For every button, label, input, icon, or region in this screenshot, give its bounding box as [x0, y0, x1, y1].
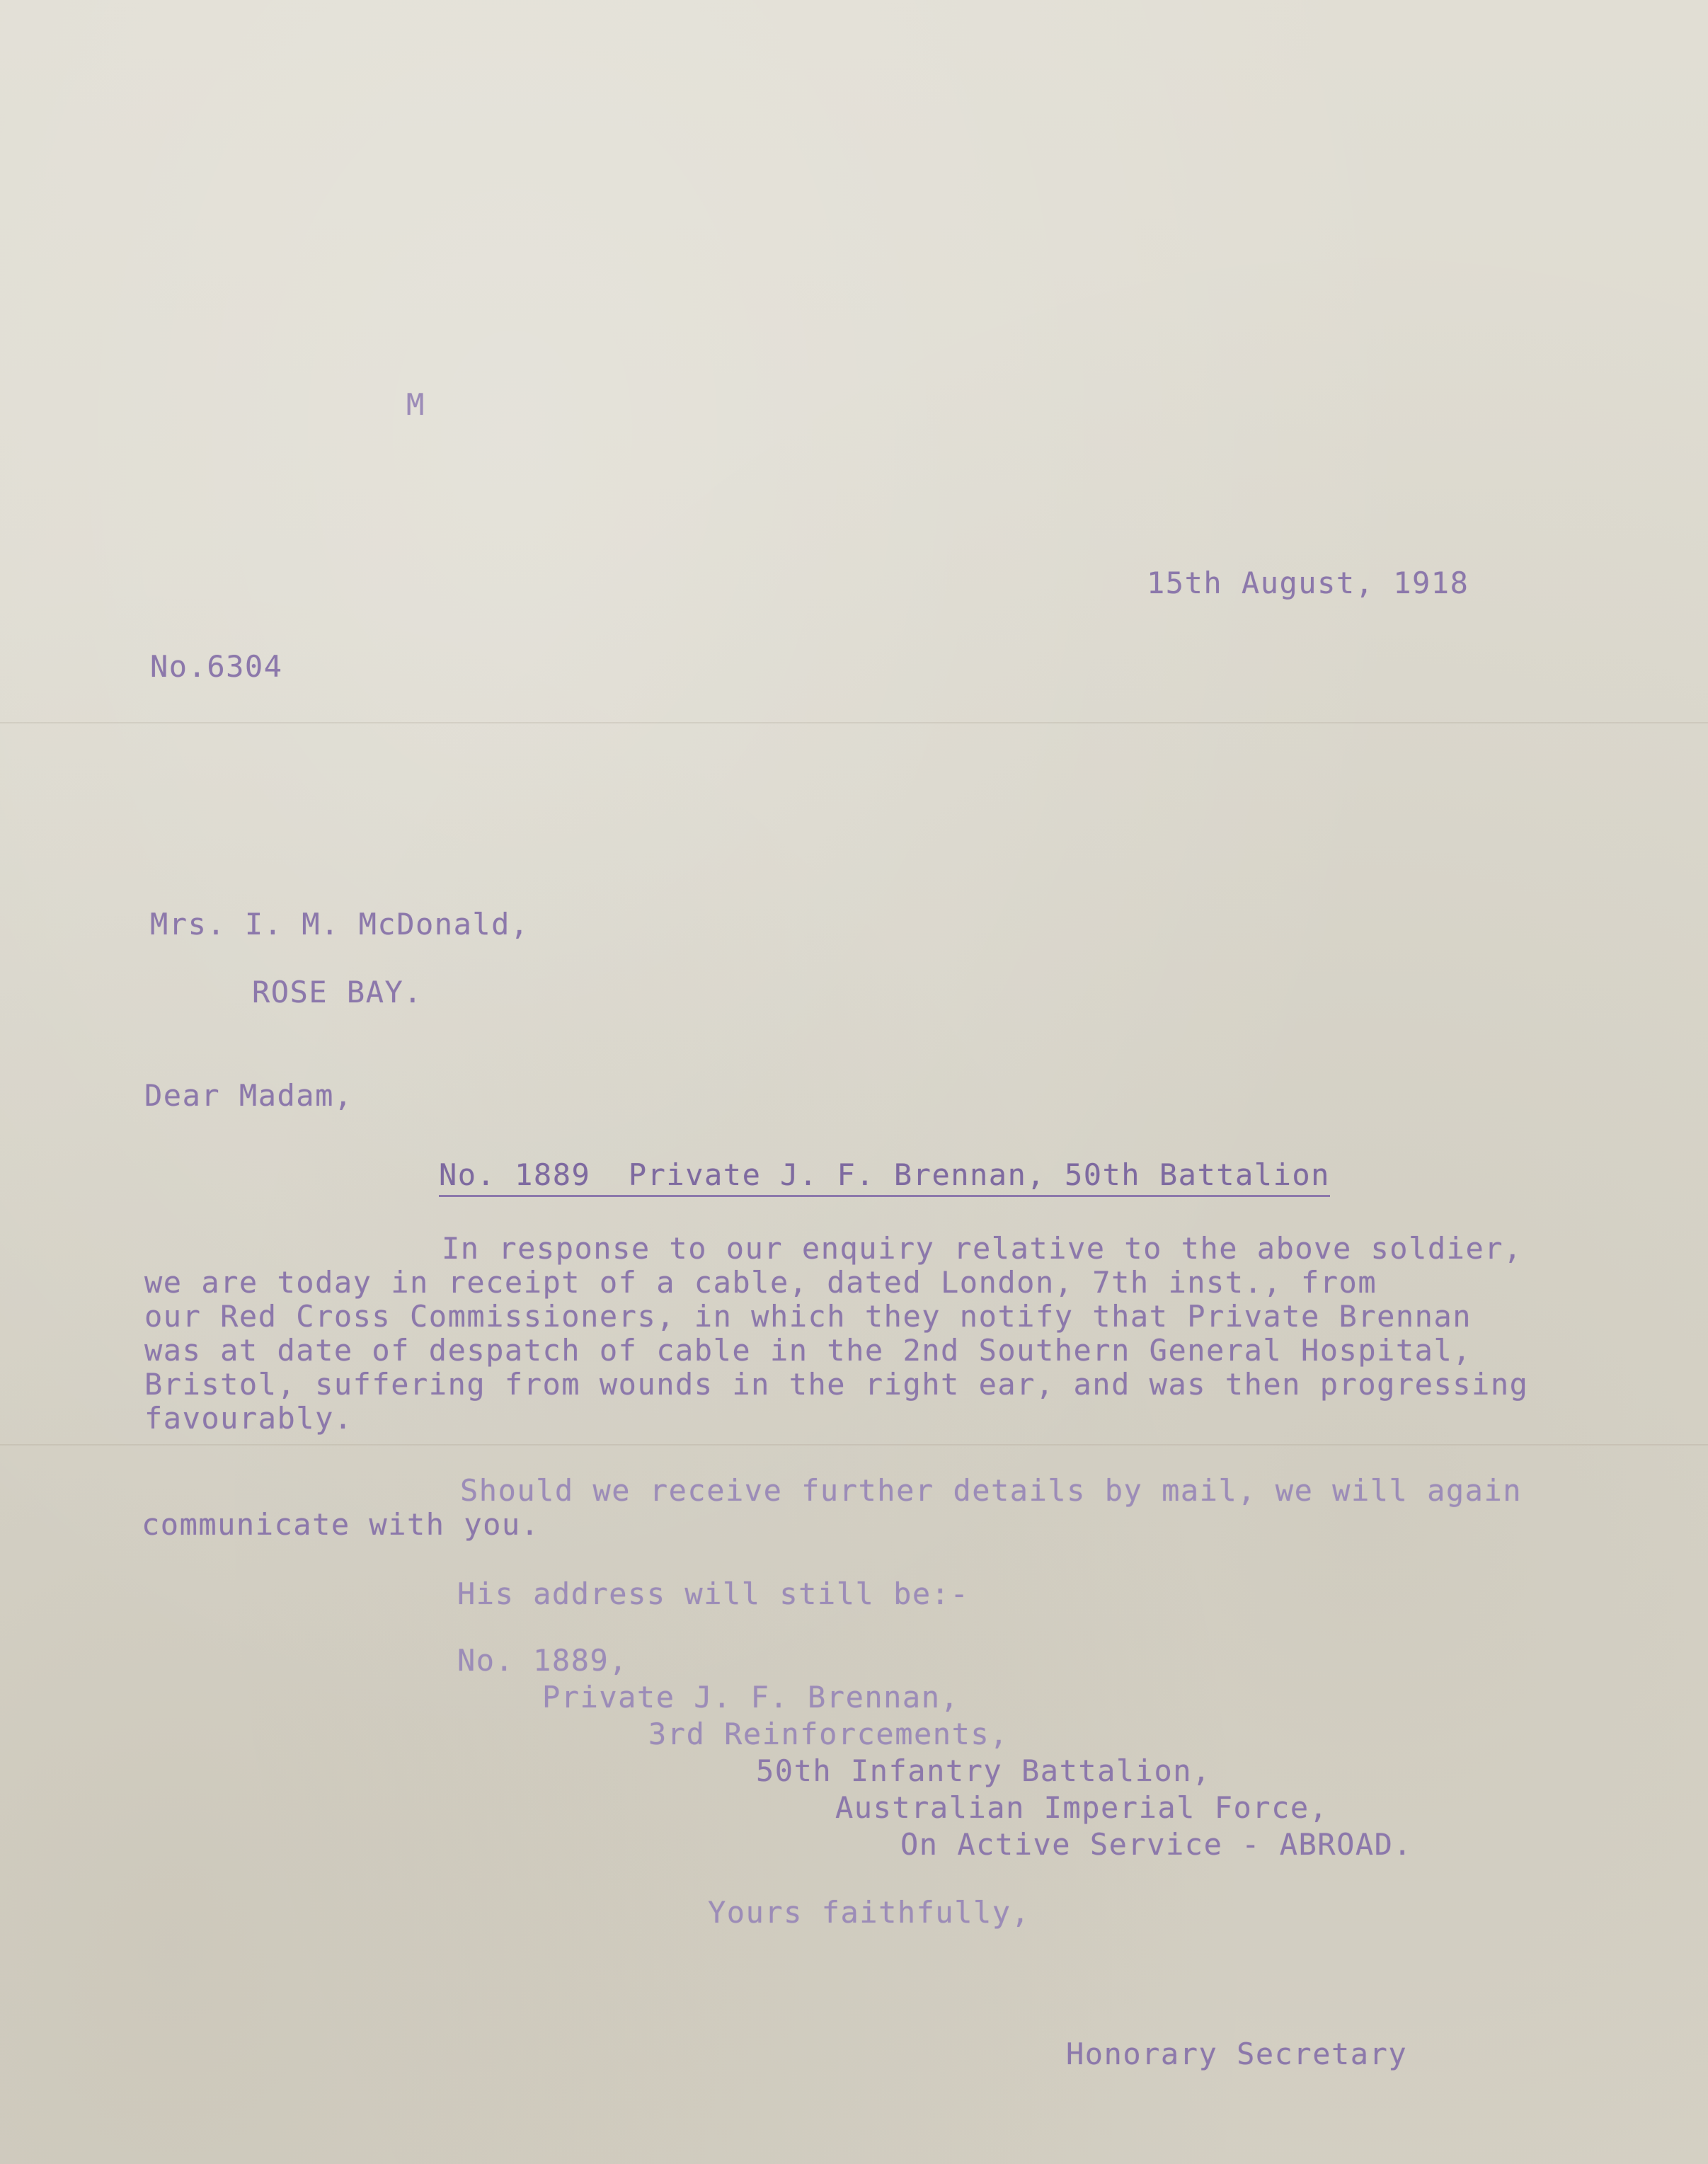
paragraph-1-line: favourably. — [144, 1401, 353, 1436]
address-line: 3rd Reinforcements, — [648, 1717, 1009, 1751]
reference-number: No.6304 — [150, 649, 283, 684]
paragraph-2-line: communicate with you. — [142, 1507, 540, 1542]
address-line: Private J. F. Brennan, — [542, 1680, 960, 1714]
paragraph-1-line: In response to our enquiry relative to the above soldier, — [442, 1231, 1523, 1266]
address-line: No. 1889, — [457, 1643, 629, 1678]
paragraph-1-line: was at date of despatch of cable in the 2nd Southern General Hospital, — [144, 1333, 1472, 1368]
address-intro: His address will still be:- — [457, 1576, 970, 1611]
address-line: 50th Infantry Battalion, — [756, 1753, 1211, 1788]
recipient-name: Mrs. I. M. McDonald, — [150, 907, 529, 941]
paragraph-1-line: our Red Cross Commissioners, in which they notify that Private Brennan — [144, 1299, 1472, 1334]
recipient-place: ROSE BAY. — [252, 975, 423, 1009]
paper-fold-line — [0, 722, 1708, 723]
paper-fold-line — [0, 1444, 1708, 1445]
address-line: Australian Imperial Force, — [835, 1790, 1329, 1825]
signature-title: Honorary Secretary — [1066, 2037, 1408, 2071]
letter-date: 15th August, 1918 — [1147, 566, 1469, 600]
salutation: Dear Madam, — [144, 1078, 353, 1113]
letter-initial: M — [406, 387, 425, 422]
paragraph-2-line: Should we receive further details by mail, we will again — [460, 1473, 1523, 1508]
paragraph-1-line: Bristol, suffering from wounds in the right ear, and was then progressing — [144, 1367, 1529, 1402]
subject-line: No. 1889 Private J. F. Brennan, 50th Battalion — [439, 1158, 1330, 1197]
address-line: On Active Service - ABROAD. — [900, 1827, 1413, 1862]
closing: Yours faithfully, — [708, 1895, 1031, 1930]
paragraph-1-line: we are today in receipt of a cable, dated London, 7th inst., from — [144, 1265, 1377, 1300]
